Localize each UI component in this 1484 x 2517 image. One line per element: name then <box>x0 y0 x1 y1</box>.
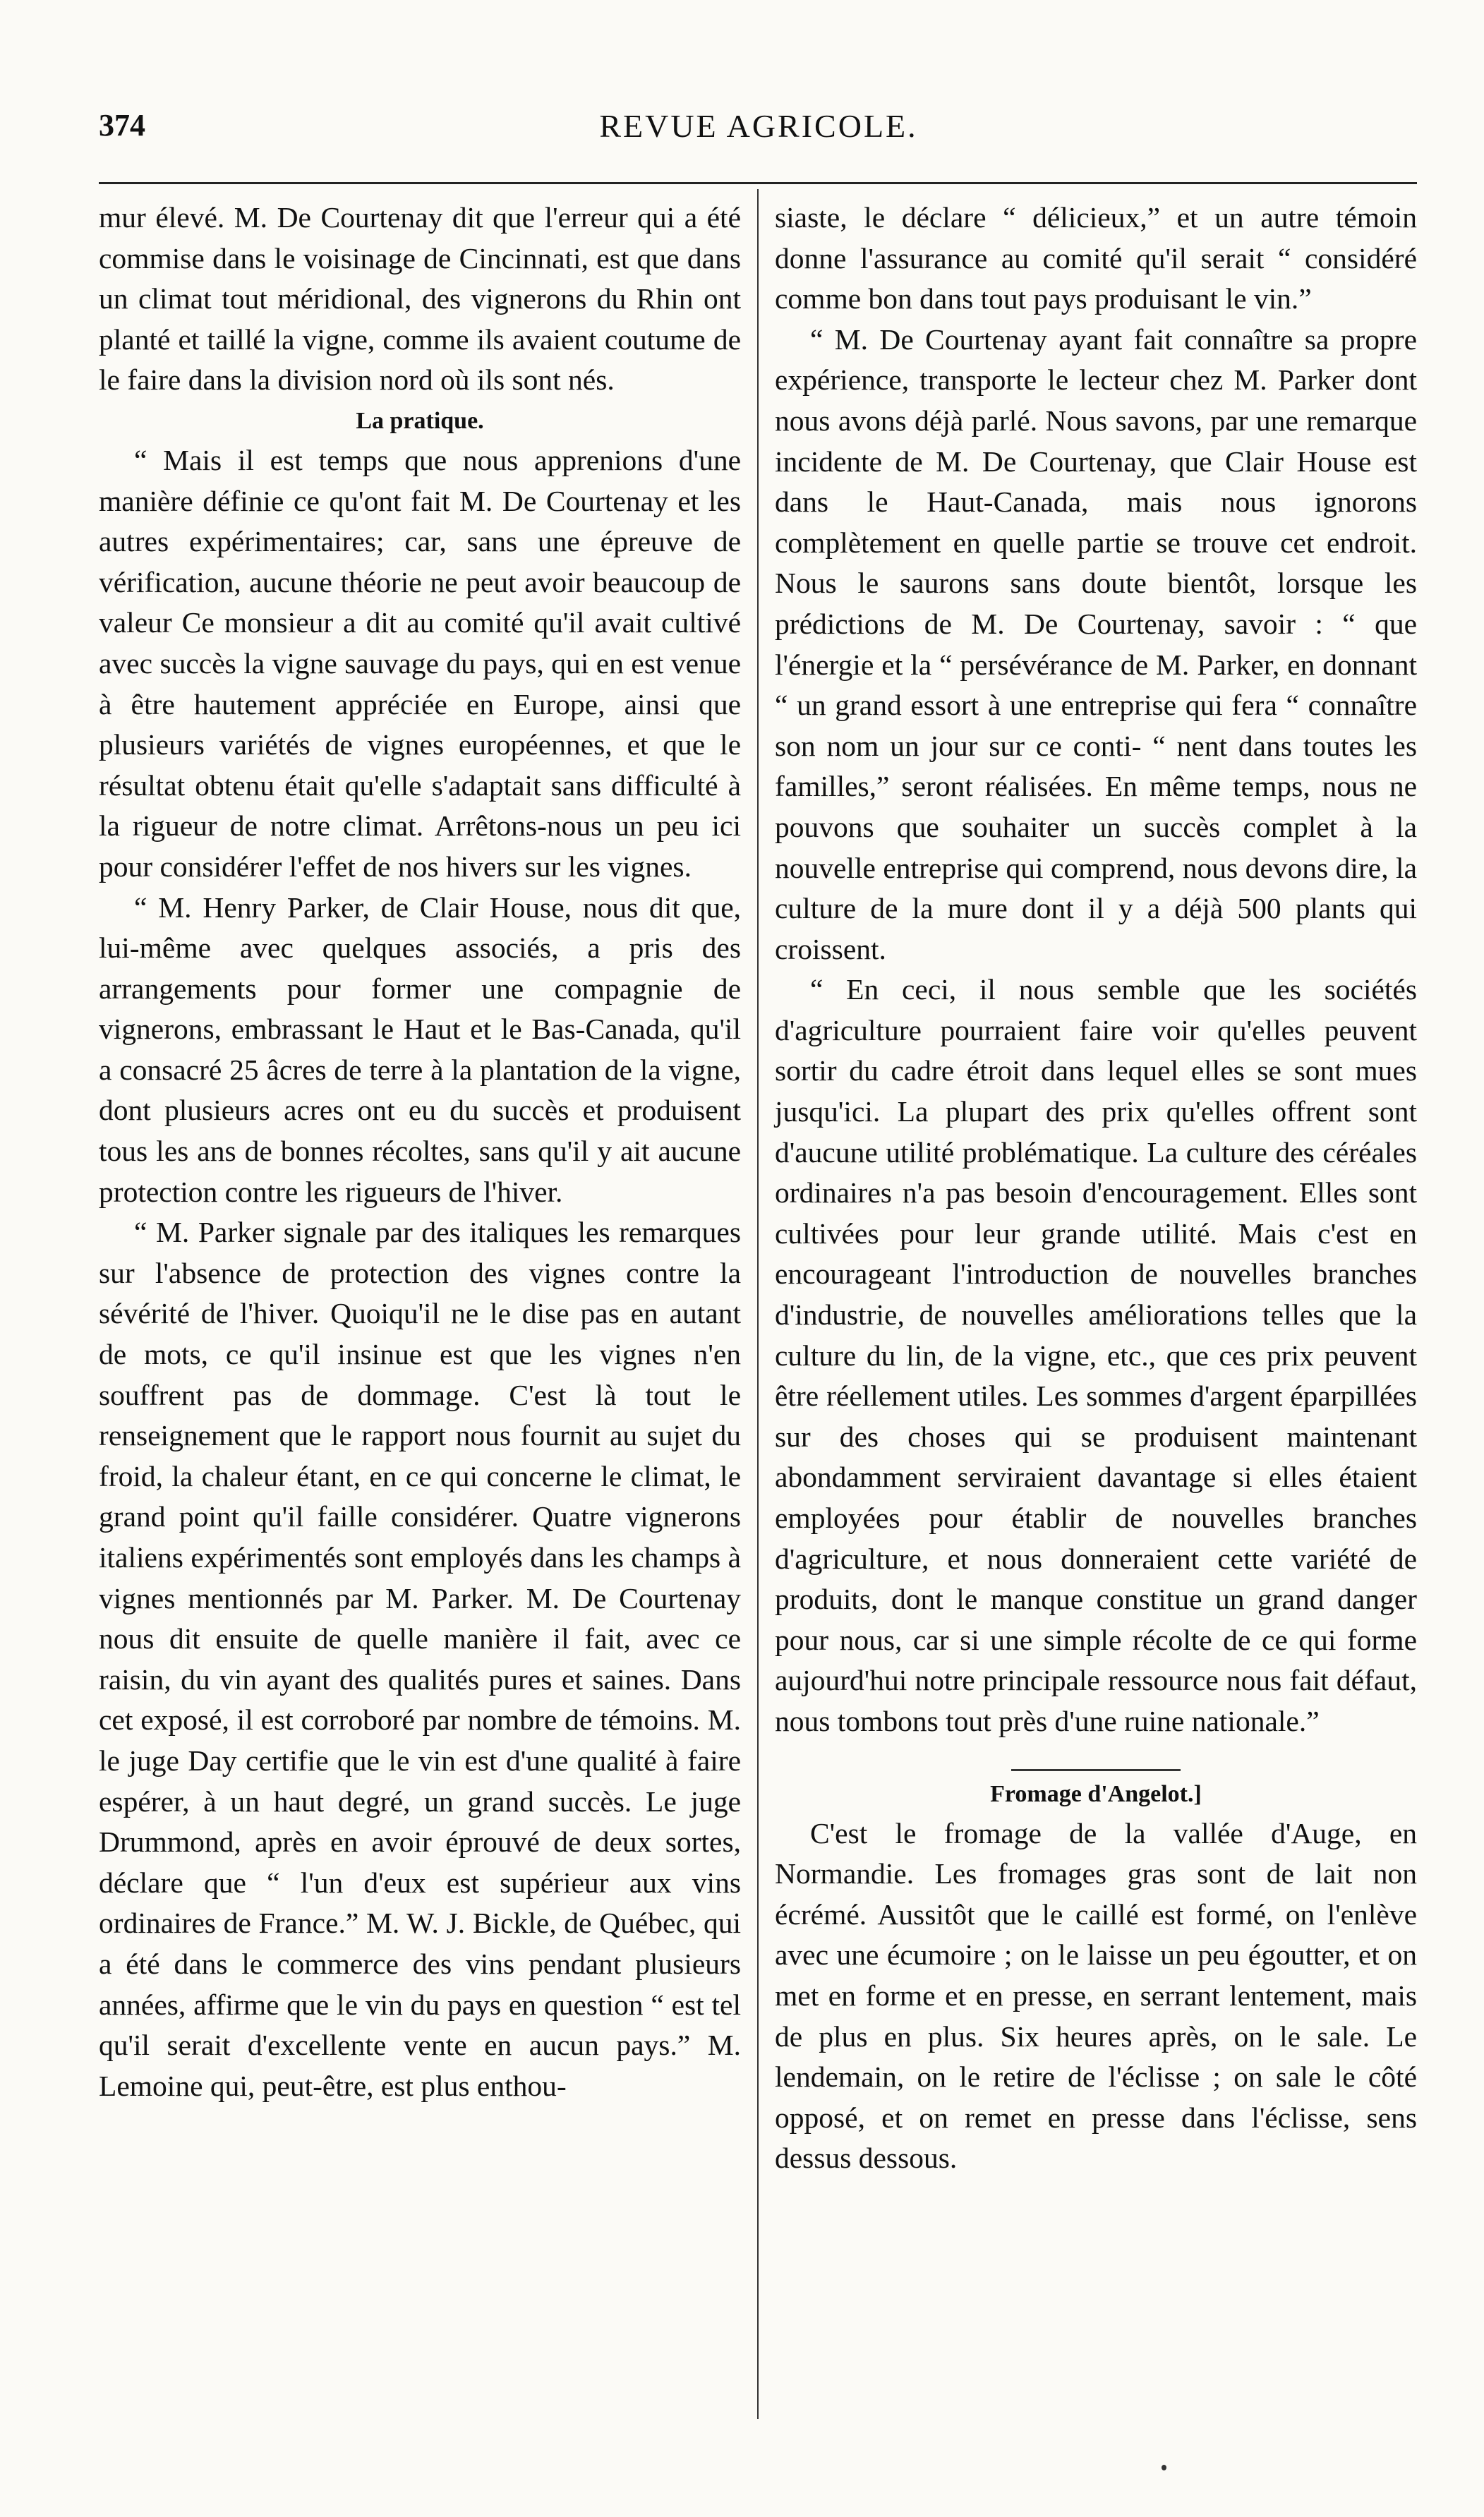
paragraph: C'est le fromage de la vallée d'Auge, en Normandie. Les fromages gras sont de lait non écrémé. Aussitôt que le caillé est formé, on l'enlève avec une écumoire ; on le laisse un peu égoutter, et on met en forme et en presse, en serrant lentement, mais de plus en plus. Six heures après, on le sale. Le lendemain, on le retire de l'éclisse ; on sale le côté opposé, et on remet en presse dans l'éclisse, sens dessus dessous. <box>775 1816 1417 2175</box>
left-column <box>99 198 741 2106</box>
paragraph: “ En ceci, il nous semble que les sociétés d'agriculture pourraient faire voir qu'elles peuvent sortir du cadre étroit dans lequel elles se sont mues jusqu'ici. La plupart des prix qu'elles offrent sont d'aucune utilité problématique. La culture des céréales ordinaires n'a pas besoin d'encouragement. Elles sont cultivées pour leur grande utilité. Mais c'est en encourageant l'introduction de nouvelles branches d'industrie, de nouvelles améliorations telles que la culture du lin, de la vigne, etc., que ces prix peuvent être réellement utiles. Les sommes d'argent éparpillées sur des choses qui se produisent maintenant abondamment serviraient davantage si elles étaient employées pour établir de nouvelles branches d'agriculture, et nous donneraient cette variété de produits, dont le manque constitue un grand danger pour nous, car si une simple récolte de ce qui forme aujourd'hui notre principale ressource nous fait défaut, nous tombons tout près d'une ruine nationale.” <box>775 973 1417 1737</box>
paragraph: “ Mais il est temps que nous apprenions d'une manière définie ce qu'ont fait M. De Courtenay et les autres expérimentaires; car, sans une épreuve de vérification, aucune théorie ne peut avoir beaucoup de valeur Ce monsieur a dit au comité qu'il avait cultivé avec succès la vigne sauvage du pays, qui en est venue à être hautement appréciée en Europe, ainsi que plusieurs variétés de vignes européennes, et que le résultat obtenu était qu'elle s'adaptait sans difficulté à la rigueur de notre climat. Arrêtons-nous un peu ici pour considérer l'effet de nos hivers sur les vignes. <box>99 443 741 883</box>
right-column <box>775 198 1417 2179</box>
column-divider <box>757 189 759 2419</box>
ink-dot <box>1162 2465 1166 2470</box>
paragraph: mur élevé. M. De Courtenay dit que l'erreur qui a été commise dans le voisinage de Cincinnati, est que dans un climat tout méridional, des vignerons du Rhin ont planté et taillé la vigne, comme ils avaient coutume de le faire dans la division nord où ils sont nés. <box>99 201 741 397</box>
section-heading-la-pratique: La pratique. <box>356 407 484 434</box>
page-number: 374 <box>99 108 145 143</box>
paragraph: siaste, le déclare “ délicieux,” et un autre témoin donne l'assurance au comité qu'il serait “ considéré comme bon dans tout pays produisant le vin.” <box>775 201 1417 315</box>
paragraph: “ M. Parker signale par des italiques les remarques sur l'absence de protection des vignes contre la sévérité de l'hiver. Quoiqu'il ne le dise pas en autant de mots, ce qu'il insinue est que les vignes n'en souffrent pas de dommage. C'est là tout le renseignement que le rapport nous fournit au sujet du froid, la chaleur étant, en ce qui concerne le climat, le grand point qu'il faille considérer. Quatre vignerons italiens expérimentés sont employés dans les champs à vignes mentionnés par M. Parker. M. De Courtenay nous dit ensuite de quelle manière il fait, avec ce raisin, du vin ayant des qualités pures et saines. Dans cet exposé, il est corroboré par nombre de témoins. M. le juge Day certifie que le vin est d'une qualité à faire espérer, à un haut degré, un grand succès. Le juge Drummond, après en avoir éprouvé de deux sortes, déclare que “ l'un d'eux est supérieur aux vins ordinaires de France.” M. W. J. Bickle, de Québec, qui a été dans le commerce des vins pendant plusieurs années, affirme que le vin du pays en question “ est tel qu'il serait d'excellente vente en aucun pays.” M. Lemoine qui, peut-être, est plus enthou- <box>99 1216 741 2102</box>
paragraph: “ M. De Courtenay ayant fait connaître sa propre expérience, transporte le lecteur chez M. Parker dont nous avons déjà parlé. Nous savons, par une remarque incidente de M. De Courtenay, que Clair House est dans le Haut-Canada, mais nous ignorons complètement en quelle partie se trouve cet endroit. Nous le saurons sans doute bientôt, lorsque les prédictions de M. De Courtenay, savoir : “ que l'énergie et la “ persévérance de M. Parker, en donnant “ un grand essort à une entreprise qui fera “ connaître son nom un jour sur ce conti- “ nent dans toutes les familles,” seront réalisées. En même temps, nous ne pouvons que souhaiter un succès complet à la nouvelle entreprise qui comprend, nous devons dire, la culture de la mure dont il y a déjà 500 plants qui croissent. <box>775 322 1417 965</box>
header-rule <box>99 182 1417 184</box>
paragraph: “ M. Henry Parker, de Clair House, nous dit que, lui-même avec quelques associés, a pris des arrangements pour former une compagnie de vignerons, embrassant le Haut et le Bas-Canada, qu'il a consacré 25 âcres de terre à la plantation de la vigne, dont plusieurs acres ont eu du succès et produisent tous les ans de bonnes récoltes, sans qu'il y ait aucune protection contre les rigueurs de l'hiver. <box>99 891 741 1208</box>
running-title: REVUE AGRICOLE. <box>599 108 918 144</box>
section-separator <box>1011 1769 1181 1771</box>
page-header <box>99 107 1418 164</box>
section-heading-fromage: Fromage d'Angelot.] <box>990 1780 1202 1807</box>
